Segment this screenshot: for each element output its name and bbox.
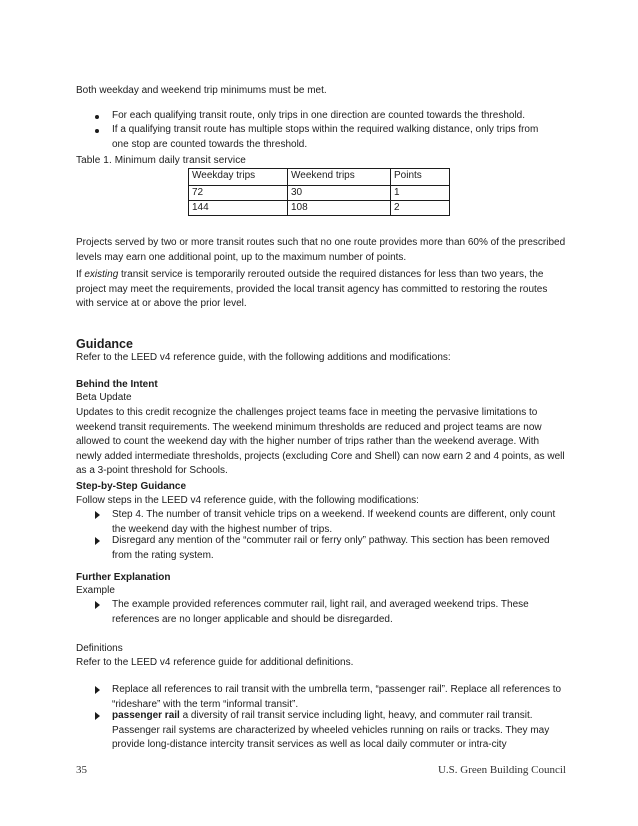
table-header-row: [189, 169, 450, 186]
bullet-item-2: If a qualifying transit route has multiple stops within the required walking distance, only trips from one stop are counted towards the threshold.: [112, 124, 539, 150]
arrow-bullet-icon: [95, 511, 100, 519]
intro-text: Both weekday and weekend trip minimums must be met.: [76, 85, 327, 96]
minimum-transit-table: [188, 168, 450, 216]
step-item-1: Step 4. The number of transit vehicle trips on a weekend. If weekend counts are different, only count the weekend day with the highest number of trips.: [112, 509, 556, 535]
table-row: [189, 186, 450, 201]
definition-text: a diversity of rail transit service including light, heavy, and commuter rail transit. Passenger rail systems are characterized by wheeled vehicles running on rails or tracks. They may provide long-distance intercity transit services as well as local daily commuter or intra-city: [112, 710, 550, 750]
step-guidance-heading: Step-by-Step Guidance: [76, 481, 187, 492]
table-header-cell: Weekday trips: [189, 169, 288, 186]
bullet-item-1: For each qualifying transit route, only trips in one direction are counted towards the threshold.: [112, 110, 526, 121]
table-caption: Table 1. Minimum daily transit service: [76, 155, 246, 166]
table-row: [189, 201, 450, 216]
table-cell: 1: [391, 186, 450, 201]
projects-paragraph: Projects served by two or more transit routes such that no one route provides more than 60% of the prescribed levels may earn one additional point, up to the maximum number of points.: [76, 237, 566, 263]
further-explanation-heading: Further Explanation: [76, 572, 171, 583]
table-cell: 2: [391, 201, 450, 216]
bullet-dot: [95, 115, 99, 119]
arrow-bullet-icon: [95, 686, 100, 694]
arrow-bullet-icon: [95, 601, 100, 609]
guidance-intro: Refer to the LEED v4 reference guide, with the following additions and modifications:: [76, 352, 451, 363]
existing-paragraph: [76, 268, 566, 312]
existing-emphasis: existing: [84, 269, 119, 280]
table-cell: 72: [189, 186, 288, 201]
existing-paragraph-start: If: [76, 269, 85, 280]
example-subheading: Example: [76, 585, 115, 596]
definition-item-1: Replace all references to rail transit with the umbrella term, “passenger rail”. Replace all references to “rideshare” with the term “informal transit”.: [112, 684, 562, 710]
definition-item-2: [112, 709, 562, 753]
table-header-cell: Points: [391, 169, 450, 186]
further-item-1: The example provided references commuter rail, light rail, and averaged weekend trips. These references are no longer applicable and should be disregarded.: [112, 599, 529, 625]
table-header-cell: Weekend trips: [288, 169, 391, 186]
bullet-dot: [95, 129, 99, 133]
arrow-bullet-icon: [95, 712, 100, 720]
existing-paragraph-rest: transit service is temporarily rerouted outside the required distances for less than two years, the project may meet the requirements, provided the local transit agency has committed to restoring the routes with service at or above the prior level.: [76, 269, 548, 310]
guidance-heading: Guidance: [76, 337, 133, 351]
arrow-bullet-icon: [95, 537, 100, 545]
beta-update-subheading: Beta Update: [76, 392, 132, 403]
table-cell: 144: [189, 201, 288, 216]
table-cell: 108: [288, 201, 391, 216]
definition-term: passenger rail: [112, 710, 180, 721]
footer-organization: U.S. Green Building Council: [437, 764, 566, 776]
step-guidance-intro: Follow steps in the LEED v4 reference guide, with the following modifications:: [76, 495, 419, 506]
page-number: 35: [76, 764, 87, 776]
behind-intent-text: Updates to this credit recognize the challenges project teams face in meeting the pervasive limitations to weekend transit requirements. The weekend minimum thresholds are reduced and project teams are now allowed to count the weekend day with the higher number of trips rather than the weekend average. With newly added intermediate thresholds, projects (excluding Core and Shell) can now earn 2 and 4 points, as well as a 3-point threshold for Schools.: [76, 407, 565, 477]
definitions-intro: Refer to the LEED v4 reference guide for additional definitions.: [76, 657, 354, 668]
table-cell: 30: [288, 186, 391, 201]
behind-intent-heading: Behind the Intent: [76, 379, 158, 390]
definitions-heading: Definitions: [76, 643, 123, 654]
step-item-2: Disregard any mention of the “commuter rail or ferry only” pathway. This section has been removed from the rating system.: [112, 535, 550, 561]
